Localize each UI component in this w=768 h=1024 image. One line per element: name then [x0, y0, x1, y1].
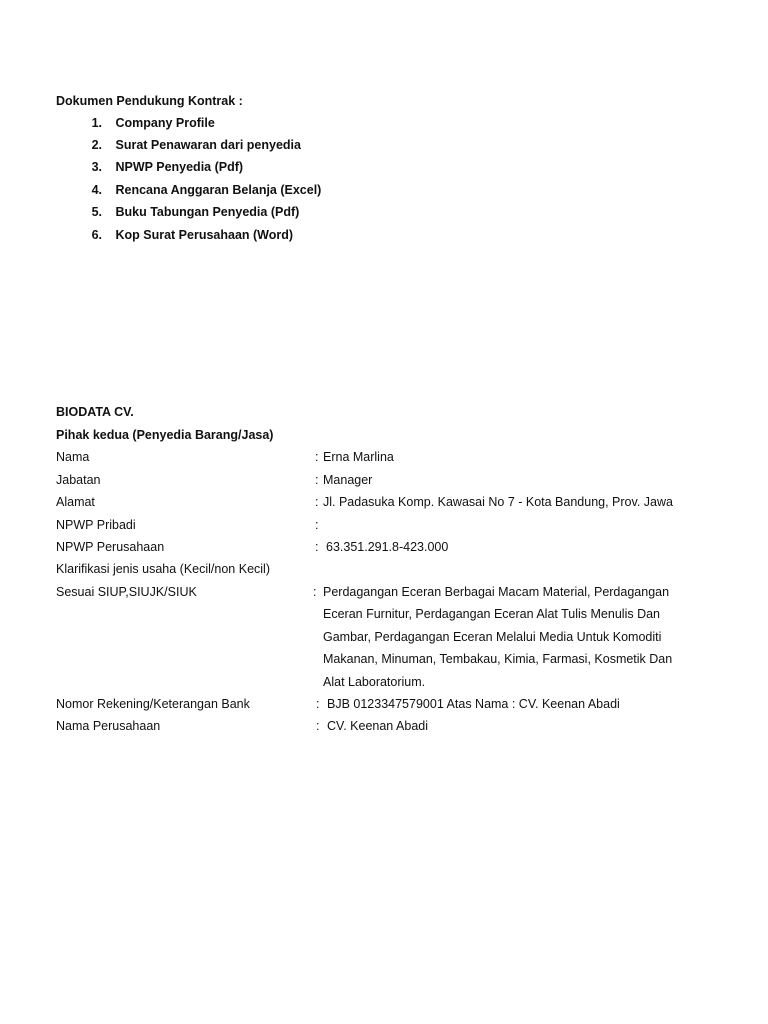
field-value-siup-line: Perdagangan Eceran Berbagai Macam Material, Perdagangan	[323, 585, 670, 599]
support-docs-heading: Dokumen Pendukung Kontrak :	[56, 94, 243, 108]
field-label-jabatan: Jabatan	[56, 473, 101, 487]
field-separator: :	[316, 719, 320, 733]
field-value-alamat: Jl. Padasuka Komp. Kawasai No 7 - Kota Bandung, Prov. Jawa	[323, 495, 673, 509]
field-separator: :	[315, 473, 319, 487]
list-item: 4. Rencana Anggaran Belanja (Excel)	[91, 183, 322, 197]
field-value-siup-line: Makanan, Minuman, Tembakau, Kimia, Farmasi, Kosmetik Dan	[323, 652, 673, 666]
field-separator: :	[316, 697, 320, 711]
list-item: 6. Kop Surat Perusahaan (Word)	[91, 228, 294, 242]
biodata-title: BIODATA CV.	[56, 405, 134, 419]
field-separator: :	[315, 495, 319, 509]
field-separator: :	[313, 585, 317, 599]
field-value-rekening: BJB 0123347579001 Atas Nama : CV. Keenan Abadi	[327, 697, 620, 711]
field-label-nama-perusahaan: Nama Perusahaan	[56, 719, 161, 733]
field-label-npwp-pribadi: NPWP Pribadi	[56, 518, 136, 532]
field-value-nama: Erna Marlina	[323, 450, 394, 464]
field-separator: :	[315, 518, 319, 532]
field-value-jabatan: Manager	[323, 473, 373, 487]
field-value-nama-perusahaan: CV. Keenan Abadi	[327, 719, 429, 733]
field-label-npwp-perusahaan: NPWP Perusahaan	[56, 540, 165, 554]
field-label-rekening: Nomor Rekening/Keterangan Bank	[56, 697, 250, 711]
field-label-siup: Sesuai SIUP,SIUJK/SIUK	[56, 585, 197, 599]
field-separator: :	[315, 540, 319, 554]
list-item: 1. Company Profile	[91, 116, 215, 130]
biodata-subtitle: Pihak kedua (Penyedia Barang/Jasa)	[56, 428, 274, 442]
field-separator: :	[315, 450, 319, 464]
list-item: 5. Buku Tabungan Penyedia (Pdf)	[91, 205, 300, 219]
field-label-klarifikasi: Klarifikasi jenis usaha (Kecil/non Kecil)	[56, 562, 270, 576]
field-label-alamat: Alamat	[56, 495, 95, 509]
field-value-siup-line: Eceran Furnitur, Perdagangan Eceran Alat Tulis Menulis Dan	[323, 607, 660, 621]
field-label-nama: Nama	[56, 450, 90, 464]
list-item: 3. NPWP Penyedia (Pdf)	[91, 160, 244, 174]
list-item: 2. Surat Penawaran dari penyedia	[91, 138, 301, 152]
field-value-npwp-perusahaan: 63.351.291.8-423.000	[326, 540, 449, 554]
field-value-siup-line: Gambar, Perdagangan Eceran Melalui Media Untuk Komoditi	[323, 630, 662, 644]
field-value-siup-line: Alat Laboratorium.	[323, 675, 426, 689]
